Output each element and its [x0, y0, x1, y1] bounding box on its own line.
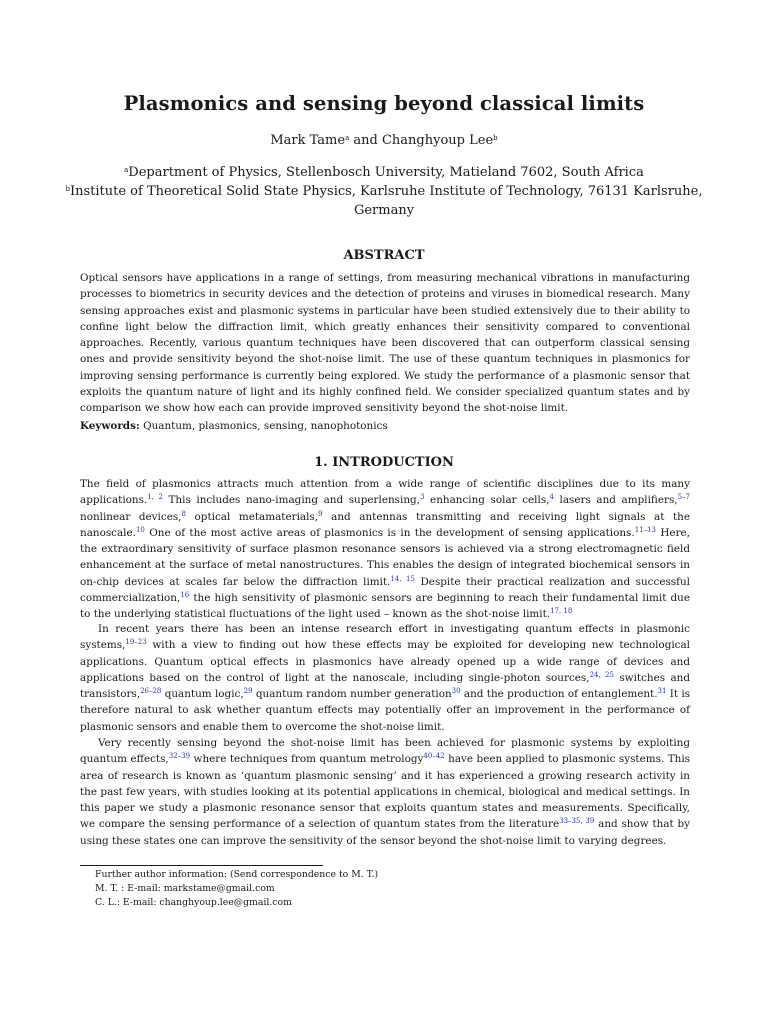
citation-link[interactable]: 1, 2 — [147, 493, 163, 502]
paragraph-text: enhancing solar cells, — [424, 494, 550, 507]
author-name: Changhyoup Lee — [381, 133, 494, 148]
citation-link[interactable]: 24, 25 — [589, 670, 614, 679]
citation-link[interactable]: 8 — [181, 509, 186, 518]
paragraph-text: and antennas transmitting and receiving light signals at the nanoscale. — [80, 510, 690, 539]
paragraph-text: quantum random number generation — [252, 688, 452, 701]
paragraph-text: lasers and amplifiers, — [553, 494, 678, 507]
citation-link[interactable]: 14, 15 — [390, 574, 415, 583]
affiliation-marker: b — [493, 134, 498, 142]
footnote-rule — [80, 865, 323, 866]
paragraph-text: have been applied to plasmonic systems. This area of research is known as ‘quantum plasmonic sensing’ and it has experienced a growing research activity in the past few years, with studies looking at its potential applications in chemical, biological and medical settings. In this paper we study a plasmonic resonance sensor that exploits quantum states and measurements. Specifically, we compare the sensing performance of a selection of quantum states from the literature — [80, 753, 690, 831]
paper-title: Plasmonics and sensing beyond classical limits — [123, 92, 645, 115]
paragraph-text: quantum logic, — [161, 688, 244, 701]
keywords — [80, 418, 690, 434]
citation-link[interactable]: 17, 18 — [550, 607, 573, 616]
paragraph-text: This includes nano-imaging and superlensing, — [162, 494, 420, 507]
citation-link[interactable]: 3 — [419, 493, 425, 502]
intro-paragraph-3 — [80, 735, 690, 849]
affiliation-marker: b — [65, 185, 70, 193]
footnotes — [95, 868, 695, 910]
paragraph-text: Despite their practical realization and successful commercialization, — [80, 575, 690, 605]
citation-link[interactable]: 11–13 — [634, 525, 657, 534]
footnote-line: Further author information: (Send correspondence to M. T.) — [95, 869, 379, 880]
affiliation-text: Institute of Theoretical Solid State Physics, Karlsruhe Institute of Technology, 76131 Karlsruhe, Germany — [69, 184, 703, 218]
citation-link[interactable]: 30 — [451, 687, 461, 696]
affiliations — [60, 163, 708, 220]
paragraph-text: The field of plasmonics attracts much attention from a wide range of scientific disciplines due to its many applications. — [80, 478, 690, 507]
paragraph-text: One of the most active areas of plasmonics is in the development of sensing applications. — [144, 526, 635, 539]
paragraph-text: the high sensitivity of plasmonic sensors are beginning to reach their fundamental limit due to the underlying statistical fluctuations of the light used – known as the shot-noise limit. — [80, 592, 690, 621]
paragraph-text: nonlinear devices, — [80, 510, 182, 523]
affiliation-a — [60, 163, 708, 182]
footnote-line: C. L.: E-mail: changhyoup.lee@gmail.com — [95, 897, 292, 908]
citation-link[interactable]: 9 — [318, 509, 323, 518]
keywords-label: Keywords: — [80, 420, 140, 432]
citation-link[interactable]: 32–39 — [168, 752, 191, 761]
citation-link[interactable]: 4 — [549, 493, 554, 502]
citation-link[interactable]: 31 — [657, 687, 667, 696]
paragraph-text: In recent years there has been an intense research effort in investigating quantum effects in plasmonic systems, — [80, 623, 690, 652]
abstract-text: Optical sensors have applications in a range of settings, from measuring mechanical vibrations in manufacturing processes to biometrics in security devices and the detection of proteins and viruses in biomedical research. Many sensing approaches exist and plasmonic systems in particular have been studied extensively due to their ability to confine light below the diffraction limit, which greatly enhances their sensitivity compared to conventional approaches. Recently, various quantum techniques have been discovered that can outperform classical sensing ones and provide sensitivity beyond the shot-noise limit. The use of these quantum techniques in plasmonics for improving sensing performance is currently being explored. We study the performance of a plasmonic sensor that exploits the quantum nature of light and its highly confined field. We consider specialized quantum states and by comparison we show how each can provide improved sensitivity beyond the shot-noise limit. — [80, 272, 690, 415]
citation-link[interactable]: 16 — [180, 591, 190, 600]
footnote-line: M. T. : E-mail: markstame@gmail.com — [95, 883, 275, 894]
citation-link[interactable]: 10 — [135, 525, 145, 534]
paragraph-text: Here, the extraordinary sensitivity of surface plasmon resonance sensors is achieved via a strong electromagnetic field enhancement at the surface of metal nanostructures. This enables the design of integrated biochemical sensors in on-chip devices at scales far below the diffraction limit. — [80, 526, 690, 588]
intro-paragraph-2 — [80, 621, 690, 735]
citation-link[interactable]: 33–35, 39 — [559, 817, 595, 826]
paragraph-text: and show that by using these states one can improve the sensitivity of the sensor beyond the shot-noise limit to varying degrees. — [80, 818, 691, 847]
paragraph-text: Very recently sensing beyond the shot-noise limit has been achieved for plasmonic systems by exploiting quantum effects, — [80, 737, 690, 766]
author-conjunction: and — [349, 133, 382, 148]
citation-link[interactable]: 19–23 — [125, 638, 147, 647]
citation-link[interactable]: 5–7 — [677, 493, 691, 502]
citation-link[interactable]: 26–28 — [140, 687, 162, 696]
author-name: Mark Tame — [270, 133, 346, 148]
abstract-heading: ABSTRACT — [343, 248, 425, 263]
affiliation-marker: a — [345, 134, 350, 142]
paragraph-text: optical metamaterials, — [185, 510, 319, 523]
paragraph-text: and the production of entanglement. — [460, 688, 658, 701]
affiliation-text: Department of Physics, Stellenbosch University, Matieland 7602, South Africa — [128, 165, 644, 180]
author-line — [0, 133, 768, 148]
paragraph-text: where techniques from quantum metrology — [190, 753, 424, 766]
keywords-text: Quantum, plasmonics, sensing, nanophotonics — [139, 420, 388, 432]
paragraph-text: with a view to finding out how these effects may be exploited for developing new technological applications. Quantum optical effects in plasmonics have already opened up a wide range of devices and applications based on the control of light at the nanoscale, including single-photon sources, — [80, 639, 690, 684]
section-heading: 1. INTRODUCTION — [314, 455, 454, 470]
affiliation-b — [60, 182, 708, 220]
paragraph-text: It is therefore natural to ask whether quantum effects may potentially offer an improvement in the performance of plasmonic sensors and enable them to overcome the shot-noise limit. — [80, 688, 691, 733]
citation-link[interactable]: 29 — [243, 687, 253, 696]
affiliation-marker: a — [124, 166, 129, 174]
paragraph-text: switches and transistors, — [80, 671, 691, 701]
intro-paragraph-1 — [80, 476, 690, 623]
citation-link[interactable]: 40–42 — [423, 752, 445, 761]
